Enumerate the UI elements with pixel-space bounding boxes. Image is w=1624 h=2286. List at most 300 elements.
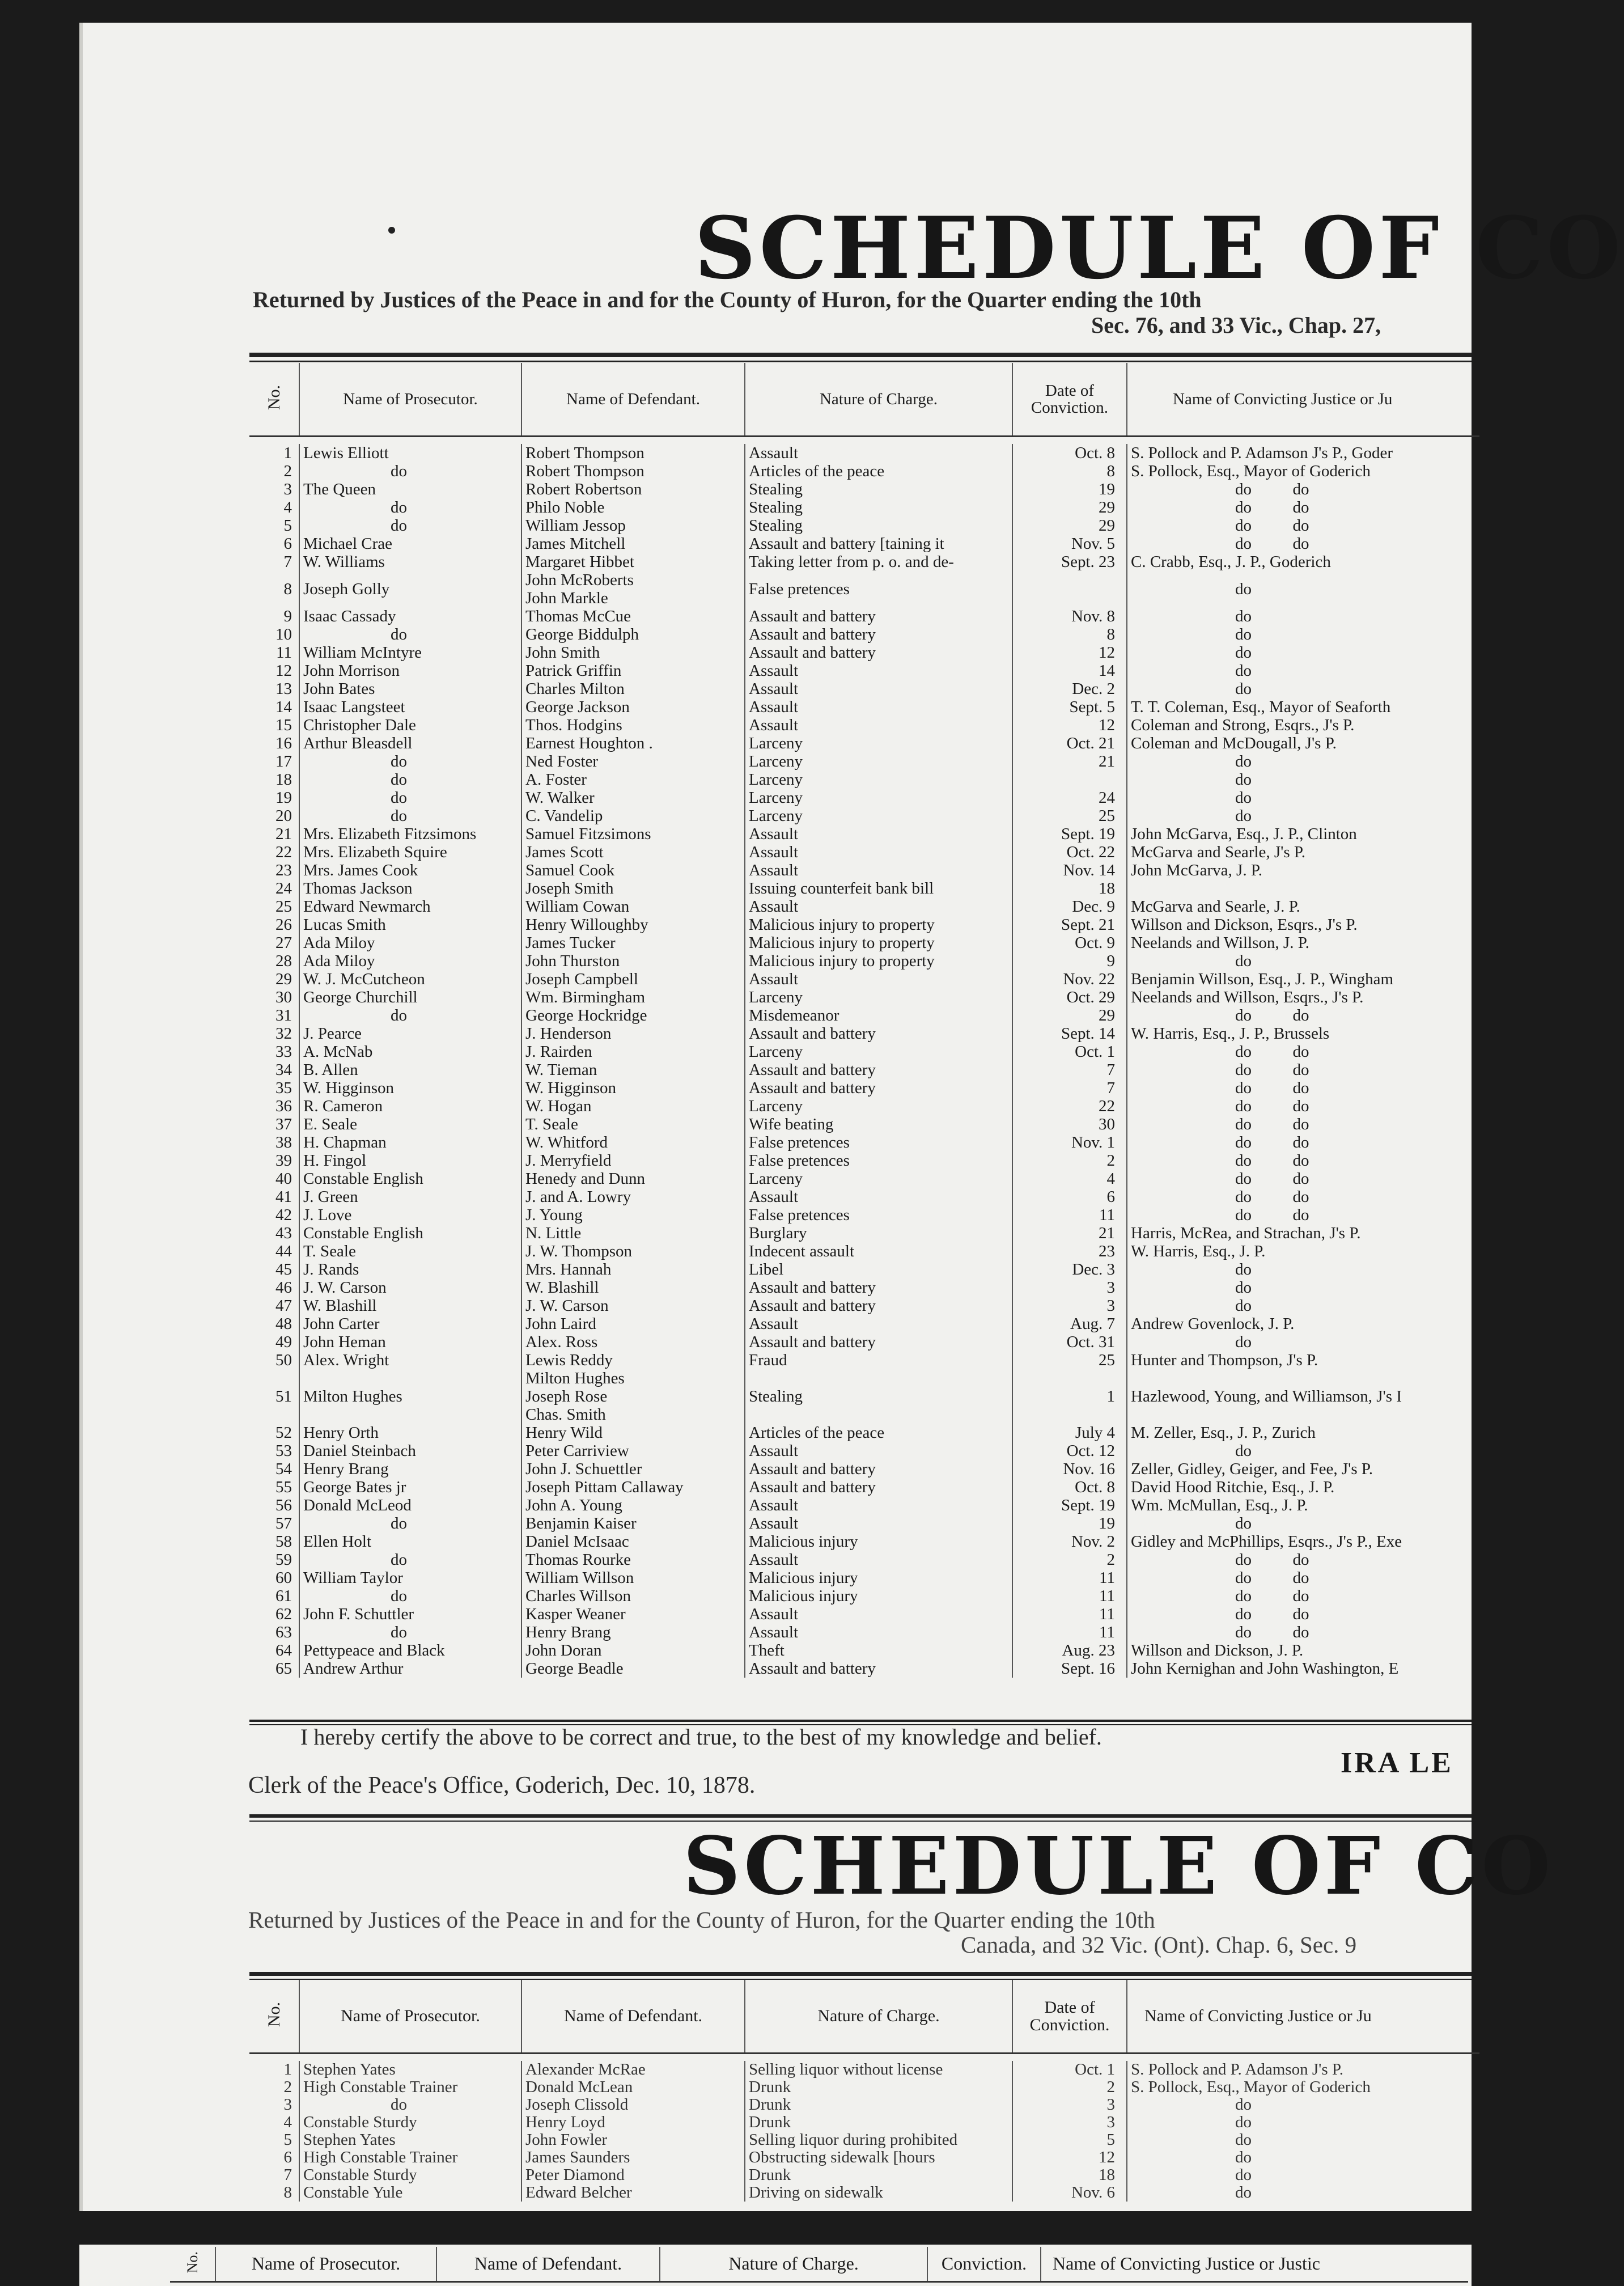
- conviction-date: Oct. 9: [1012, 934, 1127, 952]
- table-row: [249, 1206, 1479, 1224]
- row-number: 37: [275, 1115, 292, 1133]
- convicting-justice: Gidley and McPhillips, Esqrs., J's P., Exe: [1127, 1533, 1479, 1551]
- row-number: 57: [275, 1514, 292, 1533]
- convicting-justice: do: [1127, 644, 1479, 662]
- header-justice: Name of Convicting Justice or Justic: [1041, 2247, 1468, 2282]
- prosecutor-name: Alex. Wright: [299, 1351, 521, 1369]
- table-row: [249, 1133, 1479, 1152]
- prosecutor-name: Constable Yule: [299, 2184, 521, 2202]
- table-row: [249, 2149, 1479, 2166]
- row-number: 17: [275, 752, 292, 771]
- prosecutor-name: William McIntyre: [299, 644, 521, 662]
- defendant-name: Kasper Weaner: [521, 1605, 745, 1623]
- prosecutor-name: do: [299, 462, 521, 480]
- defendant-name: James Mitchell: [521, 535, 745, 553]
- prosecutor-name: Henry Orth: [299, 1424, 521, 1442]
- defendant-name: Joseph Clissold: [521, 2096, 745, 2114]
- conviction-date: 3: [1012, 1297, 1127, 1315]
- table-row: [249, 1496, 1479, 1514]
- convicting-justice: do do: [1127, 1006, 1479, 1025]
- table-row: [249, 1587, 1479, 1605]
- conviction-date: [1012, 571, 1127, 607]
- defendant-name: Wm. Birmingham: [521, 988, 745, 1006]
- conviction-date: 7: [1012, 1079, 1127, 1097]
- table-row: [249, 1025, 1479, 1043]
- prosecutor-name: Donald McLeod: [299, 1496, 521, 1514]
- convicting-justice: S. Pollock, Esq., Mayor of Goderich: [1127, 2078, 1479, 2096]
- row-number: 28: [275, 952, 292, 970]
- header-prosecutor: Name of Prosecutor.: [299, 363, 521, 437]
- convicting-justice: W. Harris, Esq., J. P., Brussels: [1127, 1025, 1479, 1043]
- defendant-name: Alexander McRae: [521, 2061, 745, 2078]
- defendant-name: Peter Diamond: [521, 2166, 745, 2184]
- charge-nature: Assault: [745, 1188, 1012, 1206]
- conviction-date: Sept. 23: [1012, 553, 1127, 571]
- conviction-date: 1: [1012, 1369, 1127, 1424]
- charge-nature: Assault: [745, 1442, 1012, 1460]
- header-date: Date of Conviction.: [1012, 363, 1127, 437]
- table-row: [249, 807, 1479, 825]
- row-number: 63: [275, 1623, 292, 1641]
- row-number: 62: [275, 1605, 292, 1623]
- row-number: 25: [275, 898, 292, 916]
- row-number: 5: [283, 517, 292, 535]
- row-number: 16: [275, 734, 292, 752]
- table-row: [249, 1478, 1479, 1496]
- convicting-justice: do: [1127, 2166, 1479, 2184]
- table-row: [249, 1315, 1479, 1333]
- conviction-date: 11: [1012, 1569, 1127, 1587]
- charge-nature: Articles of the peace: [745, 1424, 1012, 1442]
- prosecutor-name: T. Seale: [299, 1242, 521, 1260]
- prosecutor-name: Arthur Bleasdell: [299, 734, 521, 752]
- prosecutor-name: Christopher Dale: [299, 716, 521, 734]
- charge-nature: Larceny: [745, 752, 1012, 771]
- convicting-justice: do: [1127, 2149, 1479, 2166]
- conviction-date: Nov. 22: [1012, 970, 1127, 988]
- charge-nature: Assault: [745, 662, 1012, 680]
- defendant-name: Charles Willson: [521, 1587, 745, 1605]
- conviction-date: 19: [1012, 1514, 1127, 1533]
- table-row: [249, 1623, 1479, 1641]
- prosecutor-name: Andrew Arthur: [299, 1660, 521, 1678]
- convicting-justice: do do: [1127, 535, 1479, 553]
- defendant-name: Thomas Rourke: [521, 1551, 745, 1569]
- prosecutor-name: J. W. Carson: [299, 1279, 521, 1297]
- convicting-justice: Willson and Dickson, Esqrs., J's P.: [1127, 916, 1479, 934]
- table-bottom-rule: [249, 1720, 1472, 1722]
- charge-nature: Larceny: [745, 771, 1012, 789]
- prosecutor-name: E. Seale: [299, 1115, 521, 1133]
- defendant-name: Benjamin Kaiser: [521, 1514, 745, 1533]
- row-number: 7: [283, 553, 292, 571]
- charge-nature: Libel: [745, 1260, 1012, 1279]
- row-number: 12: [275, 662, 292, 680]
- table-row: [249, 644, 1479, 662]
- conviction-date: 3: [1012, 2114, 1127, 2131]
- charge-nature: Misdemeanor: [745, 1006, 1012, 1025]
- header-date: Date of Conviction.: [1012, 1980, 1127, 2054]
- prosecutor-name: do: [299, 1551, 521, 1569]
- table-row: [249, 1079, 1479, 1097]
- conviction-date: 5: [1012, 2131, 1127, 2149]
- convicting-justice: do do: [1127, 498, 1479, 517]
- conviction-date: Nov. 8: [1012, 607, 1127, 625]
- schedule-2-subtitle-line1: Returned by Justices of the Peace in and for the County of Huron, for the Quarter ending the 10th: [248, 1907, 1155, 1933]
- row-number: 30: [275, 988, 292, 1006]
- prosecutor-name: Michael Crae: [299, 535, 521, 553]
- row-number: 20: [275, 807, 292, 825]
- prosecutor-name: Thomas Jackson: [299, 879, 521, 898]
- convicting-justice: Coleman and McDougall, J's P.: [1127, 734, 1479, 752]
- prosecutor-name: Lucas Smith: [299, 916, 521, 934]
- table-row: [249, 970, 1479, 988]
- table-row: [249, 1641, 1479, 1660]
- charge-nature: Assault and battery: [745, 1297, 1012, 1315]
- row-number: 41: [275, 1188, 292, 1206]
- conviction-date: 9: [1012, 952, 1127, 970]
- row-number: 18: [275, 771, 292, 789]
- table-row: [249, 1424, 1479, 1442]
- table-row: [249, 1442, 1479, 1460]
- defendant-name: James Tucker: [521, 934, 745, 952]
- prosecutor-name: do: [299, 1514, 521, 1533]
- row-number: 56: [275, 1496, 292, 1514]
- row-number: 54: [275, 1460, 292, 1478]
- convicting-justice: [1127, 879, 1479, 898]
- prosecutor-name: Edward Newmarch: [299, 898, 521, 916]
- table-row: [249, 1605, 1479, 1623]
- table-row: [249, 607, 1479, 625]
- section-rule-thick: [249, 1814, 1472, 1818]
- row-number: 35: [275, 1079, 292, 1097]
- row-number: 29: [275, 970, 292, 988]
- schedule-3-header: [170, 2247, 1468, 2283]
- conviction-date: Oct. 12: [1012, 1442, 1127, 1460]
- row-number: 61: [275, 1587, 292, 1605]
- convicting-justice: do: [1127, 2184, 1479, 2202]
- convicting-justice: John McGarva, Esq., J. P., Clinton: [1127, 825, 1479, 843]
- charge-nature: Malicious injury to property: [745, 934, 1012, 952]
- convicting-justice: do: [1127, 2114, 1479, 2131]
- defendant-name: J. and A. Lowry: [521, 1188, 745, 1206]
- conviction-date: 2: [1012, 2078, 1127, 2096]
- defendant-name: Patrick Griffin: [521, 662, 745, 680]
- conviction-date: 3: [1012, 1279, 1127, 1297]
- convicting-justice: T. T. Coleman, Esq., Mayor of Seaforth: [1127, 698, 1479, 716]
- charge-nature: Malicious injury: [745, 1569, 1012, 1587]
- conviction-date: Dec. 2: [1012, 680, 1127, 698]
- conviction-date: Oct. 21: [1012, 734, 1127, 752]
- defendant-name: N. Little: [521, 1224, 745, 1242]
- convicting-justice: Harris, McRea, and Strachan, J's P.: [1127, 1224, 1479, 1242]
- row-number: 31: [275, 1006, 292, 1025]
- row-number: 24: [275, 879, 292, 898]
- charge-nature: Wife beating: [745, 1115, 1012, 1133]
- row-number: 52: [275, 1424, 292, 1442]
- charge-nature: Assault: [745, 698, 1012, 716]
- prosecutor-name: Henry Brang: [299, 1460, 521, 1478]
- row-number: 11: [276, 644, 292, 662]
- row-number: 6: [283, 535, 292, 553]
- defendant-name: Peter Carriview: [521, 1442, 745, 1460]
- table-row: [249, 1333, 1479, 1351]
- row-number: 58: [275, 1533, 292, 1551]
- table-row: [249, 2184, 1479, 2202]
- convicting-justice: do: [1127, 571, 1479, 607]
- convicting-justice: do do: [1127, 1188, 1479, 1206]
- conviction-date: 29: [1012, 498, 1127, 517]
- prosecutor-name: John F. Schuttler: [299, 1605, 521, 1623]
- header-charge: Nature of Charge.: [660, 2247, 927, 2282]
- table-row: [249, 480, 1479, 498]
- charge-nature: Assault: [745, 1623, 1012, 1641]
- conviction-date: 14: [1012, 662, 1127, 680]
- table-row: [249, 843, 1479, 861]
- charge-nature: Assault: [745, 1315, 1012, 1333]
- table-row: [249, 462, 1479, 480]
- row-number: 53: [275, 1442, 292, 1460]
- bottom-paper-strip: [79, 2245, 1472, 2286]
- table-body: [249, 437, 1479, 1678]
- prosecutor-name: do: [299, 771, 521, 789]
- conviction-date: Nov. 14: [1012, 861, 1127, 879]
- newspaper-page: [79, 23, 1624, 2211]
- convicting-justice: do: [1127, 2096, 1479, 2114]
- prosecutor-name: John Carter: [299, 1315, 521, 1333]
- charge-nature: Stealing: [745, 480, 1012, 498]
- charge-nature: Assault and battery: [745, 625, 1012, 644]
- charge-nature: Malicious injury: [745, 1533, 1012, 1551]
- prosecutor-name: do: [299, 517, 521, 535]
- table-row: [249, 2078, 1479, 2096]
- conviction-date: 30: [1012, 1115, 1127, 1133]
- conviction-date: 3: [1012, 2096, 1127, 2114]
- convicting-justice: do do: [1127, 1152, 1479, 1170]
- convicting-justice: do do: [1127, 1623, 1479, 1641]
- clerk-office-line: Clerk of the Peace's Office, Goderich, Dec. 10, 1878.: [248, 1772, 756, 1798]
- charge-nature: Assault and battery: [745, 1279, 1012, 1297]
- defendant-name: W. Higginson: [521, 1079, 745, 1097]
- prosecutor-name: A. McNab: [299, 1043, 521, 1061]
- header-justice: Name of Convicting Justice or Ju: [1127, 1980, 1479, 2054]
- schedule-title: SCHEDULE OF CO: [694, 198, 1624, 298]
- conviction-date: Nov. 16: [1012, 1460, 1127, 1478]
- defendant-name: J. Rairden: [521, 1043, 745, 1061]
- conviction-date: Nov. 5: [1012, 535, 1127, 553]
- defendant-name: John Laird: [521, 1315, 745, 1333]
- prosecutor-name: Constable English: [299, 1170, 521, 1188]
- schedule-2-rule-thick: [249, 1972, 1472, 1976]
- convicting-justice: do: [1127, 789, 1479, 807]
- row-number: 40: [275, 1170, 292, 1188]
- table-row: [249, 2114, 1479, 2131]
- prosecutor-name: Stephen Yates: [299, 2061, 521, 2078]
- table-row: [249, 1533, 1479, 1551]
- conviction-date: Oct. 8: [1012, 444, 1127, 462]
- charge-nature: Assault and battery: [745, 607, 1012, 625]
- table-row: [249, 1170, 1479, 1188]
- convicting-justice: do do: [1127, 480, 1479, 498]
- conviction-date: 21: [1012, 752, 1127, 771]
- row-number: 6: [283, 2148, 292, 2166]
- table-row: [249, 1061, 1479, 1079]
- row-number: 39: [275, 1152, 292, 1170]
- prosecutor-name: do: [299, 752, 521, 771]
- row-number: 10: [275, 625, 292, 644]
- charge-nature: Assault and battery: [745, 1025, 1012, 1043]
- header-defendant: Name of Defendant.: [521, 363, 745, 437]
- row-number: 50: [275, 1351, 292, 1369]
- table-row: [249, 1279, 1479, 1297]
- conviction-date: 8: [1012, 625, 1127, 644]
- defendant-name: Henedy and Dunn: [521, 1170, 745, 1188]
- prosecutor-name: Mrs. James Cook: [299, 861, 521, 879]
- table-row: [249, 571, 1479, 607]
- row-number: 45: [275, 1260, 292, 1279]
- row-number: 15: [275, 716, 292, 734]
- prosecutor-name: Daniel Steinbach: [299, 1442, 521, 1460]
- defendant-name: George Biddulph: [521, 625, 745, 644]
- conviction-date: 18: [1012, 879, 1127, 898]
- table-row: [249, 1242, 1479, 1260]
- defendant-name: Milton Hughes Joseph Rose Chas. Smith: [521, 1369, 745, 1424]
- defendant-name: Joseph Pittam Callaway: [521, 1478, 745, 1496]
- defendant-name: Daniel McIsaac: [521, 1533, 745, 1551]
- table-row: [249, 861, 1479, 879]
- table-row: [249, 734, 1479, 752]
- header-charge: Nature of Charge.: [745, 1980, 1012, 2054]
- defendant-name: George Jackson: [521, 698, 745, 716]
- convicting-justice: S. Pollock and P. Adamson J's P., Goder: [1127, 444, 1479, 462]
- defendant-name: Henry Willoughby: [521, 916, 745, 934]
- charge-nature: Malicious injury to property: [745, 916, 1012, 934]
- convicting-justice: do do: [1127, 1551, 1479, 1569]
- convicting-justice: do: [1127, 952, 1479, 970]
- conviction-date: Oct. 8: [1012, 1478, 1127, 1496]
- prosecutor-name: George Bates jr: [299, 1478, 521, 1496]
- convicting-justice: do do: [1127, 1043, 1479, 1061]
- defendant-name: W. Blashill: [521, 1279, 745, 1297]
- table-row: [249, 1224, 1479, 1242]
- convicting-justice: do: [1127, 807, 1479, 825]
- row-number: 4: [283, 2113, 292, 2131]
- table-row: [249, 934, 1479, 952]
- defendant-name: Samuel Fitzsimons: [521, 825, 745, 843]
- prosecutor-name: do: [299, 498, 521, 517]
- conviction-date: 11: [1012, 1587, 1127, 1605]
- prosecutor-name: J. Pearce: [299, 1025, 521, 1043]
- row-number: 9: [283, 607, 292, 625]
- table-row: [249, 1369, 1479, 1424]
- defendant-name: John A. Young: [521, 1496, 745, 1514]
- defendant-name: George Beadle: [521, 1660, 745, 1678]
- certify-text: I hereby certify the above to be correct and true, to the best of my knowledge and belief.: [300, 1724, 1102, 1750]
- convicting-justice: do: [1127, 1297, 1479, 1315]
- convicting-justice: do: [1127, 1279, 1479, 1297]
- defendant-name: James Scott: [521, 843, 745, 861]
- convicting-justice: do do: [1127, 1133, 1479, 1152]
- table-row: [249, 498, 1479, 517]
- prosecutor-name: J. Green: [299, 1188, 521, 1206]
- convicting-justice: Zeller, Gidley, Geiger, and Fee, J's P.: [1127, 1460, 1479, 1478]
- charge-nature: Taking letter from p. o. and de-: [745, 553, 1012, 571]
- conviction-date: Nov. 6: [1012, 2184, 1127, 2202]
- row-number: 2: [283, 2078, 292, 2096]
- defendant-name: Robert Robertson: [521, 480, 745, 498]
- table-header-row: [249, 1980, 1479, 2054]
- prosecutor-name: do: [299, 2096, 521, 2114]
- row-number: 55: [275, 1478, 292, 1496]
- conviction-date: 19: [1012, 480, 1127, 498]
- defendant-name: Henry Wild: [521, 1424, 745, 1442]
- conviction-date: 8: [1012, 462, 1127, 480]
- charge-nature: Assault and battery: [745, 1460, 1012, 1478]
- prosecutor-name: Constable Sturdy: [299, 2114, 521, 2131]
- row-number: 5: [283, 2131, 292, 2149]
- row-number: 14: [275, 698, 292, 716]
- charge-nature: Theft: [745, 1641, 1012, 1660]
- conviction-date: 21: [1012, 1224, 1127, 1242]
- charge-nature: Assault: [745, 1496, 1012, 1514]
- convicting-justice: do do: [1127, 1115, 1479, 1133]
- table-row: [249, 1006, 1479, 1025]
- convicting-justice: Hunter and Thompson, J's P.: [1127, 1351, 1479, 1369]
- table-row: [249, 879, 1479, 898]
- prosecutor-name: W. Higginson: [299, 1079, 521, 1097]
- convicting-justice: do do: [1127, 1569, 1479, 1587]
- defendant-name: Donald McLean: [521, 2078, 745, 2096]
- row-number: 1: [283, 444, 292, 462]
- charge-nature: Assault and battery: [745, 1079, 1012, 1097]
- defendant-name: Margaret Hibbet: [521, 553, 745, 571]
- table-row: [249, 789, 1479, 807]
- row-number: 21: [275, 825, 292, 843]
- convicting-justice: do: [1127, 680, 1479, 698]
- prosecutor-name: Ellen Holt: [299, 1533, 521, 1551]
- convicting-justice: Neelands and Willson, Esqrs., J's P.: [1127, 988, 1479, 1006]
- row-number: 64: [275, 1641, 292, 1660]
- charge-nature: Driving on sidewalk: [745, 2184, 1012, 2202]
- header-prosecutor: Name of Prosecutor.: [215, 2247, 436, 2282]
- prosecutor-name: The Queen: [299, 480, 521, 498]
- charge-nature: Obstructing sidewalk [hours: [745, 2149, 1012, 2166]
- prosecutor-name: W. J. McCutcheon: [299, 970, 521, 988]
- header-defendant: Name of Defendant.: [436, 2247, 660, 2282]
- convicting-justice: do do: [1127, 1079, 1479, 1097]
- defendant-name: Robert Thompson: [521, 444, 745, 462]
- prosecutor-name: Constable Sturdy: [299, 2166, 521, 2184]
- defendant-name: J. W. Carson: [521, 1297, 745, 1315]
- prosecutor-name: Mrs. Elizabeth Squire: [299, 843, 521, 861]
- charge-nature: Issuing counterfeit bank bill: [745, 879, 1012, 898]
- conviction-date: Oct. 29: [1012, 988, 1127, 1006]
- prosecutor-name: John Morrison: [299, 662, 521, 680]
- table-row: [249, 553, 1479, 571]
- defendant-name: John McRoberts John Markle: [521, 571, 745, 607]
- prosecutor-name: W. Blashill: [299, 1297, 521, 1315]
- charge-nature: False pretences: [745, 1152, 1012, 1170]
- charge-nature: Assault: [745, 825, 1012, 843]
- table-row: [249, 1460, 1479, 1478]
- conviction-date: 23: [1012, 1242, 1127, 1260]
- prosecutor-name: H. Fingol: [299, 1152, 521, 1170]
- convicting-justice: Coleman and Strong, Esqrs., J's P.: [1127, 716, 1479, 734]
- charge-nature: Drunk: [745, 2078, 1012, 2096]
- row-number: 60: [275, 1569, 292, 1587]
- conviction-date: Oct. 1: [1012, 1043, 1127, 1061]
- charge-nature: False pretences: [745, 1206, 1012, 1224]
